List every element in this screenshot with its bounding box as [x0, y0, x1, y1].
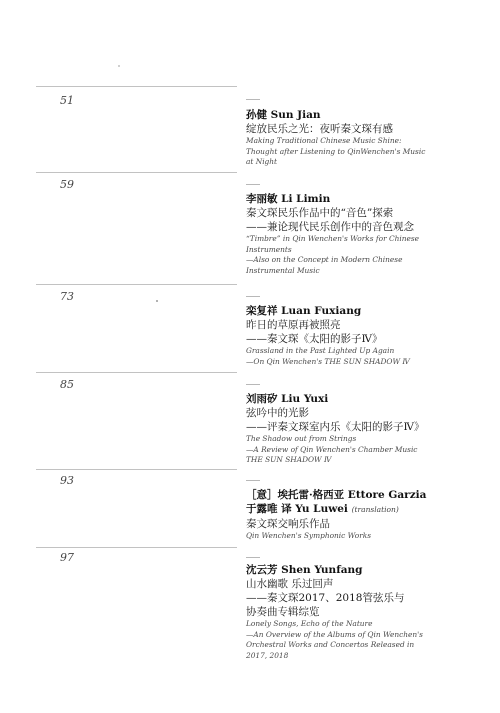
paper-speck [118, 65, 120, 67]
english-title-line: “Timbre” in Qin Wenchen's Works for Chinese [246, 234, 420, 243]
chinese-subtitle: ——评秦文琛室内乐《太阳的影子Ⅳ》 [246, 421, 425, 433]
english-title-line: Instrumental Music [246, 265, 320, 275]
english-title-line: Qin Wenchen's Symphonic Works [246, 531, 372, 540]
toc-entry [246, 108, 476, 168]
author-name: 沈云芳 Shen Yunfang [246, 564, 363, 576]
page-number: 97 [60, 551, 74, 564]
author-name: 孙健 Sun Jian [246, 109, 321, 121]
english-title-line: Lonely Songs, Echo of the Nature [246, 619, 373, 628]
page-number: 59 [60, 178, 74, 191]
translator-note: (translation) [351, 505, 399, 514]
english-title-line: —Also on the Concept in Modern Chinese [246, 255, 403, 264]
english-title-line: Thought after Listening to QinWenchen's Music [246, 146, 426, 156]
chinese-title: 弦吟中的光影 [246, 407, 309, 419]
toc-entry [246, 392, 476, 466]
entry-divider [36, 372, 237, 373]
author-name: 李丽敏 Li Limin [246, 193, 331, 205]
paper-speck [156, 300, 158, 302]
english-title-line: —A Review of Qin Wenchen's Chamber Music [246, 444, 418, 454]
entry-tick [246, 480, 260, 481]
english-title-line: Grassland in the Past Lighted Up Again [246, 346, 395, 355]
english-title-line: at Night [246, 157, 278, 166]
chinese-title: 秦文琛交响乐作品 [246, 518, 330, 530]
page-number: 85 [60, 378, 74, 391]
page-number: 73 [60, 290, 74, 303]
entry-tick [246, 384, 260, 385]
toc-entry [246, 304, 476, 367]
entry-tick [246, 99, 260, 100]
entry-divider [36, 172, 237, 173]
english-title-line: 2017, 2018 [246, 650, 289, 660]
english-title-line: Instruments [246, 244, 292, 254]
chinese-subtitle: ——秦文琛2017、2018管弦乐与 [246, 592, 405, 604]
english-title-line: —An Overview of the Albums of Qin Wenchen's [246, 629, 423, 639]
author-name: ［意］埃托雷·格西亚 Ettore Garzia [246, 489, 427, 501]
page-number: 93 [60, 474, 74, 487]
toc-entry [246, 563, 476, 661]
entry-divider [36, 86, 237, 87]
toc-entry [246, 192, 476, 276]
author-name: 刘雨矽 Liu Yuxi [246, 393, 329, 405]
chinese-title: 秦文琛民乐作品中的“音色”探索 [246, 207, 394, 219]
entry-divider [36, 547, 237, 548]
chinese-title: 绽放民乐之光：夜听秦文琛有感 [246, 123, 393, 135]
entry-tick [246, 296, 260, 297]
translator-line [246, 502, 476, 517]
chinese-subtitle: 协奏曲专辑综览 [246, 606, 320, 618]
english-title-line: THE SUN SHADOW Ⅳ [246, 455, 332, 464]
chinese-subtitle: ——秦文琛《太阳的影子Ⅳ》 [246, 333, 383, 345]
toc-entry [246, 488, 476, 542]
entry-tick [246, 184, 260, 185]
entry-divider [36, 284, 237, 285]
english-title-line: The Shadow out from Strings [246, 434, 357, 443]
author-name: 栾复祥 Luan Fuxiang [246, 305, 362, 317]
entry-divider [36, 469, 237, 470]
page-number: 51 [60, 94, 74, 107]
chinese-title: 山水幽歌 乐过回声 [246, 578, 334, 590]
chinese-title: 昨日的草原再被照亮 [246, 319, 341, 331]
entry-tick [246, 557, 260, 558]
english-title-line: Orchestral Works and Concertos Released in [246, 640, 415, 649]
english-title-line: Making Traditional Chinese Music Shine: [246, 136, 402, 145]
english-title-line: —On Qin Wenchen's THE SUN SHADOW Ⅳ [246, 356, 410, 366]
translator-name: 于露唯 译 Yu Luwei [246, 503, 348, 515]
chinese-subtitle: ——兼论现代民乐创作中的音色观念 [246, 221, 414, 233]
